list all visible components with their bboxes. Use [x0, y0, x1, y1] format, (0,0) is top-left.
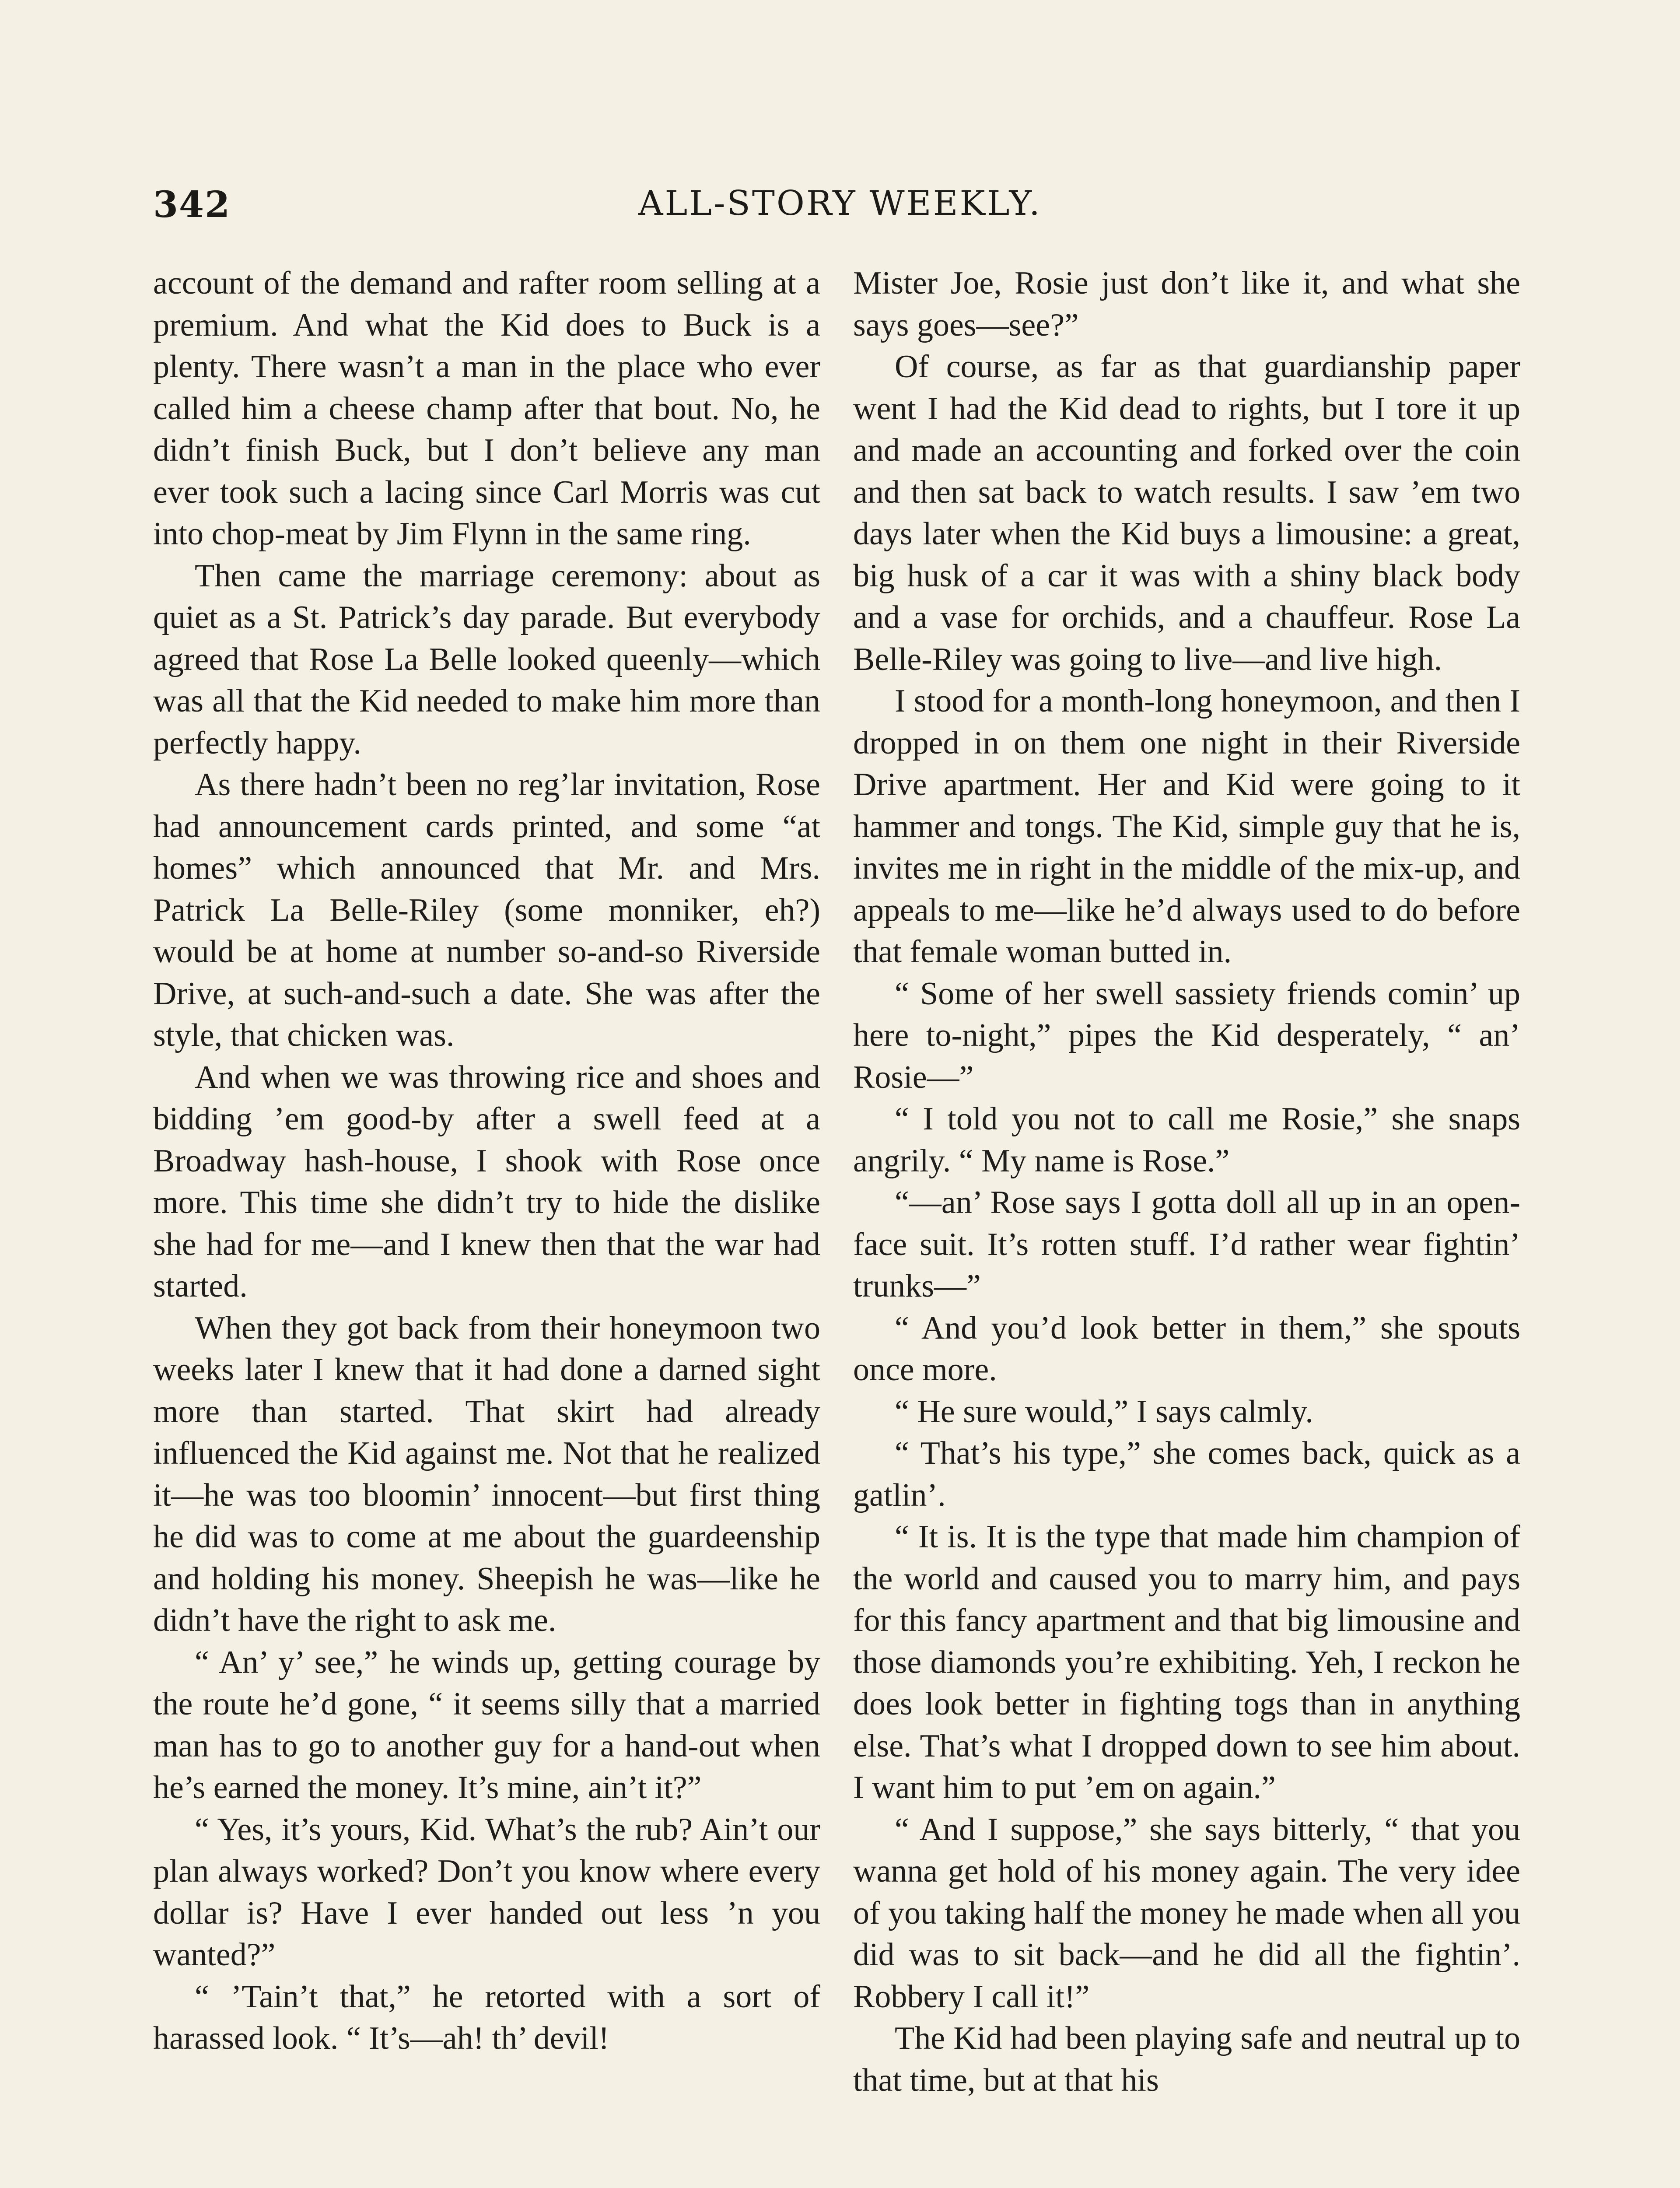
- paragraph: account of the demand and rafter room selling at a premium. And what the Kid does to Buck is a plenty. There wasn’t a man in the place who ever called him a cheese champ after that bout. No, he didn’t finish Buck, but I don’t believe any man ever took such a lacing since Carl Morris was cut into chop-meat by Jim Flynn in the same ring.: [153, 265, 820, 552]
- paragraph: As there hadn’t been no reg’lar invitation, Rose had announcement cards printed, and some “at homes” which announced that Mr. and Mrs. Patrick La Belle-Riley (some monniker, eh?) would be at home at number so-and-so Riverside Drive, at such-and-such a date. She was after the style, that chicken was.: [153, 767, 820, 1053]
- paragraph: The Kid had been playing safe and neutral up to that time, but at that his: [853, 2020, 1520, 2098]
- left-column: [153, 263, 820, 2188]
- paragraph: “ It is. It is the type that made him champion of the world and caused you to marry him, and pays for this fancy apartment and that big limousine and those diamonds you’re exhibiting. Yeh, I reckon he does look better in fighting togs than in anything else. That’s what I dropped down to see him about. I want him to put ’em on again.”: [853, 1519, 1520, 1806]
- paragraph: “ An’ y’ see,” he winds up, getting courage by the route he’d gone, “ it seems silly that a married man has to go to another guy for a hand-out when he’s earned the money. It’s mine, ain’t it?”: [153, 1644, 820, 1806]
- page-number: 342: [153, 184, 231, 226]
- page-header: [153, 184, 1527, 236]
- paragraph: “—an’ Rose says I gotta doll all up in an open-face suit. It’s rotten stuff. I’d rather wear fightin’ trunks—”: [853, 1185, 1520, 1304]
- running-head: ALL-STORY WEEKLY.: [638, 184, 1042, 223]
- paragraph: “ I told you not to call me Rosie,” she snaps angrily. “ My name is Rose.”: [853, 1101, 1520, 1179]
- paragraph: I stood for a month-long honeymoon, and then I dropped in on them one night in their Riverside Drive apartment. Her and Kid were going to it hammer and tongs. The Kid, simple guy that he is, invites me in right in the middle of the mix-up, and appeals to me—like he’d always used to do before that female woman butted in.: [853, 683, 1520, 970]
- paragraph: Of course, as far as that guardianship paper went I had the Kid dead to rights, but I tore it up and made an accounting and forked over the coin and then sat back to watch results. I saw ’em two days later when the Kid buys a limousine: a great, big husk of a car it was with a shiny black body and a vase for orchids, and a chauffeur. Rose La Belle-Riley was going to live—and live high.: [853, 349, 1520, 677]
- text-columns: [153, 263, 1527, 2188]
- paragraph: “ ’Tain’t that,” he retorted with a sort of harassed look. “ It’s—ah! th’ devil!: [153, 1978, 820, 2056]
- paragraph: Then came the marriage ceremony: about as quiet as a St. Patrick’s day parade. But everybody agreed that Rose La Belle looked queenly—which was all that the Kid needed to make him more than perfectly happy.: [153, 558, 820, 761]
- paragraph: And when we was throwing rice and shoes and bidding ’em good-by after a swell feed at a Broadway hash-house, I shook with Rose once more. This time she didn’t try to hide the dislike she had for me—and I knew then that the war had started.: [153, 1059, 820, 1304]
- paragraph: “ He sure would,” I says calmly.: [895, 1393, 1313, 1430]
- paragraph: “ Yes, it’s yours, Kid. What’s the rub? Ain’t our plan always worked? Don’t you know where every dollar is? Have I ever handed out less ’n you wanted?”: [153, 1811, 820, 1973]
- paragraph: When they got back from their honeymoon two weeks later I knew that it had done a darned sight more than started. That skirt had already influenced the Kid against me. Not that he realized it—he was too bloomin’ innocent—but first thing he did was to come at me about the guardeenship and holding his money. Sheepish he was—like he didn’t have the right to ask me.: [153, 1310, 820, 1638]
- paragraph: “ Some of her swell sassiety friends comin’ up here to-night,” pipes the Kid desperately, “ an’ Rosie—”: [853, 975, 1520, 1095]
- right-column: [853, 263, 1520, 2188]
- paragraph: “ And I suppose,” she says bitterly, “ that you wanna get hold of his money again. The very idee of you taking half the money he made when all you did was to sit back—and he did all the fightin’. Robbery I call it!”: [853, 1811, 1520, 2015]
- paragraph: “ That’s his type,” she comes back, quick as a gatlin’.: [853, 1435, 1520, 1513]
- paragraph: Mister Joe, Rosie just don’t like it, and what she says goes—see?”: [853, 265, 1520, 343]
- paragraph: “ And you’d look better in them,” she spouts once more.: [853, 1310, 1520, 1388]
